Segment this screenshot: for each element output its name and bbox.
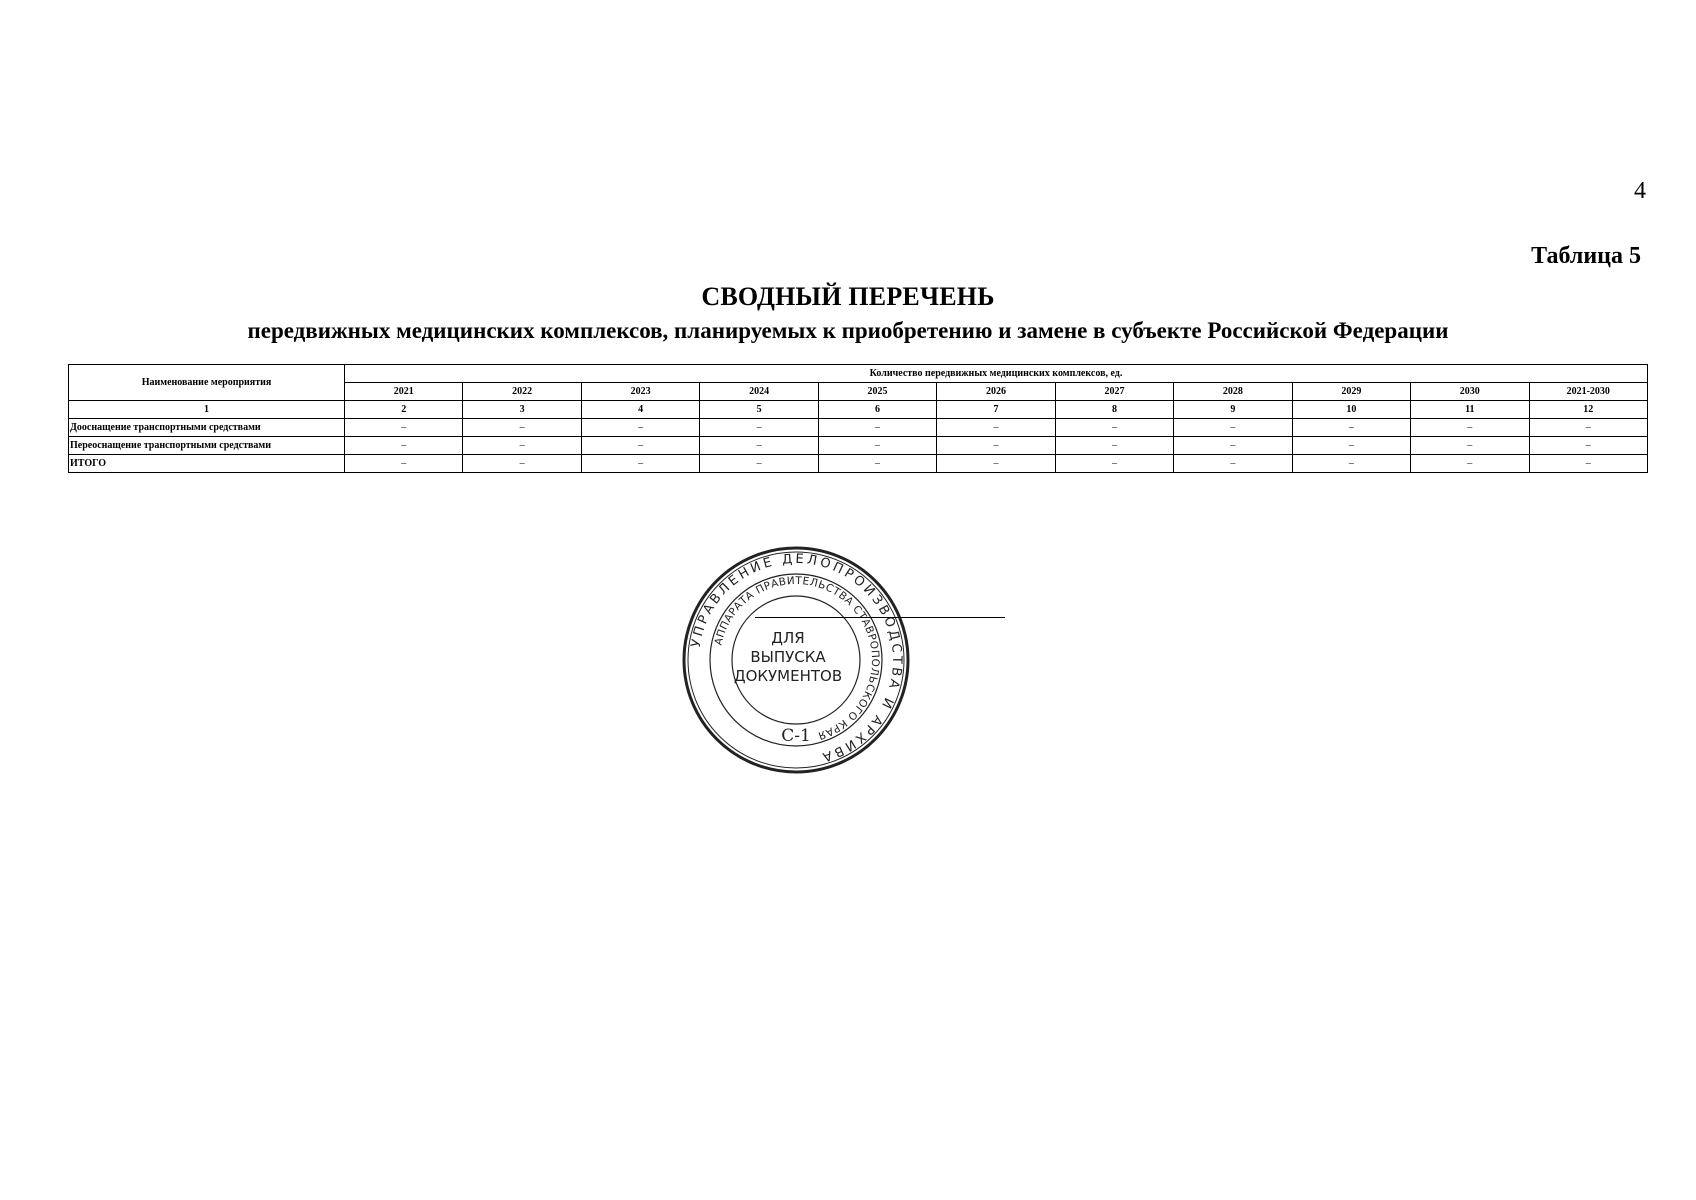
column-number-cell: 5 [700, 401, 818, 419]
table-body [69, 401, 1648, 473]
value-cell: – [1529, 455, 1647, 473]
document-title: СВОДНЫЙ ПЕРЕЧЕНЬ [701, 282, 995, 311]
value-cell: – [937, 455, 1055, 473]
table-row [69, 437, 1648, 455]
column-number-cell: 4 [581, 401, 699, 419]
value-cell: – [1292, 419, 1410, 437]
year-header: 2022 [463, 383, 581, 401]
year-header: 2025 [818, 383, 936, 401]
value-cell: – [1055, 437, 1173, 455]
name-column-header: Наименование мероприятия [69, 365, 345, 401]
stamp-center-line-1: ДЛЯ [771, 629, 805, 647]
column-number-cell: 12 [1529, 401, 1647, 419]
value-cell: – [700, 437, 818, 455]
column-number-cell: 11 [1411, 401, 1529, 419]
table-label: Таблица 5 [1531, 243, 1641, 269]
value-cell: – [937, 419, 1055, 437]
stamp-outer-text: УПРАВЛЕНИЕ ДЕЛОПРОИЗВОДСТВА И АРХИВА [688, 551, 905, 765]
value-cell: – [1055, 419, 1173, 437]
value-cell: – [345, 455, 463, 473]
stamp-center-line-2: ВЫПУСКА [750, 648, 826, 666]
value-cell: – [1174, 455, 1292, 473]
value-cell: – [463, 455, 581, 473]
stamp-code: С-1 [781, 726, 811, 746]
value-cell: – [1055, 455, 1173, 473]
year-header: 2024 [700, 383, 818, 401]
official-stamp [681, 545, 911, 775]
value-cell: – [581, 455, 699, 473]
year-header: 2028 [1174, 383, 1292, 401]
year-header: 2026 [937, 383, 1055, 401]
value-cell: – [1411, 419, 1529, 437]
stamp-center-line-3: ДОКУМЕНТОВ [733, 667, 843, 685]
year-header: 2021-2030 [1529, 383, 1647, 401]
value-cell: – [1174, 437, 1292, 455]
row-name-cell: Переоснащение транспортными средствами [69, 437, 345, 455]
column-number-cell: 1 [69, 401, 345, 419]
value-cell: – [463, 419, 581, 437]
year-header: 2027 [1055, 383, 1173, 401]
value-cell: – [1529, 437, 1647, 455]
row-name-cell: ИТОГО [69, 455, 345, 473]
value-cell: – [581, 437, 699, 455]
column-number-row [69, 401, 1648, 419]
summary-table [68, 364, 1648, 473]
stamp-inner-text: АППАРАТА ПРАВИТЕЛЬСТВА СТАВРОПОЛЬСКОГО КРАЯ [712, 574, 882, 742]
value-cell: – [345, 419, 463, 437]
table-row [69, 455, 1648, 473]
quantity-group-header: Количество передвижных медицинских комплексов, ед. [345, 365, 1648, 383]
year-header: 2030 [1411, 383, 1529, 401]
value-cell: – [700, 455, 818, 473]
value-cell: – [1411, 455, 1529, 473]
year-header: 2029 [1292, 383, 1410, 401]
column-number-cell: 8 [1055, 401, 1173, 419]
value-cell: – [1292, 437, 1410, 455]
column-number-cell: 2 [345, 401, 463, 419]
column-number-cell: 10 [1292, 401, 1410, 419]
table-header-row [69, 365, 1648, 383]
value-cell: – [463, 437, 581, 455]
column-number-cell: 9 [1174, 401, 1292, 419]
column-number-cell: 6 [818, 401, 936, 419]
value-cell: – [1529, 419, 1647, 437]
value-cell: – [345, 437, 463, 455]
value-cell: – [1292, 455, 1410, 473]
year-header: 2021 [345, 383, 463, 401]
signature-line [755, 617, 1005, 618]
value-cell: – [818, 437, 936, 455]
value-cell: – [1174, 419, 1292, 437]
column-number-cell: 3 [463, 401, 581, 419]
value-cell: – [1411, 437, 1529, 455]
year-header: 2023 [581, 383, 699, 401]
column-number-cell: 7 [937, 401, 1055, 419]
value-cell: – [581, 419, 699, 437]
document-subtitle: передвижных медицинских комплексов, планируемых к приобретению и замене в субъекте Российской Федерации [247, 318, 1449, 343]
value-cell: – [700, 419, 818, 437]
table-row [69, 419, 1648, 437]
value-cell: – [818, 419, 936, 437]
row-name-cell: Дооснащение транспортными средствами [69, 419, 345, 437]
value-cell: – [818, 455, 936, 473]
page-number: 4 [1634, 178, 1646, 204]
value-cell: – [937, 437, 1055, 455]
